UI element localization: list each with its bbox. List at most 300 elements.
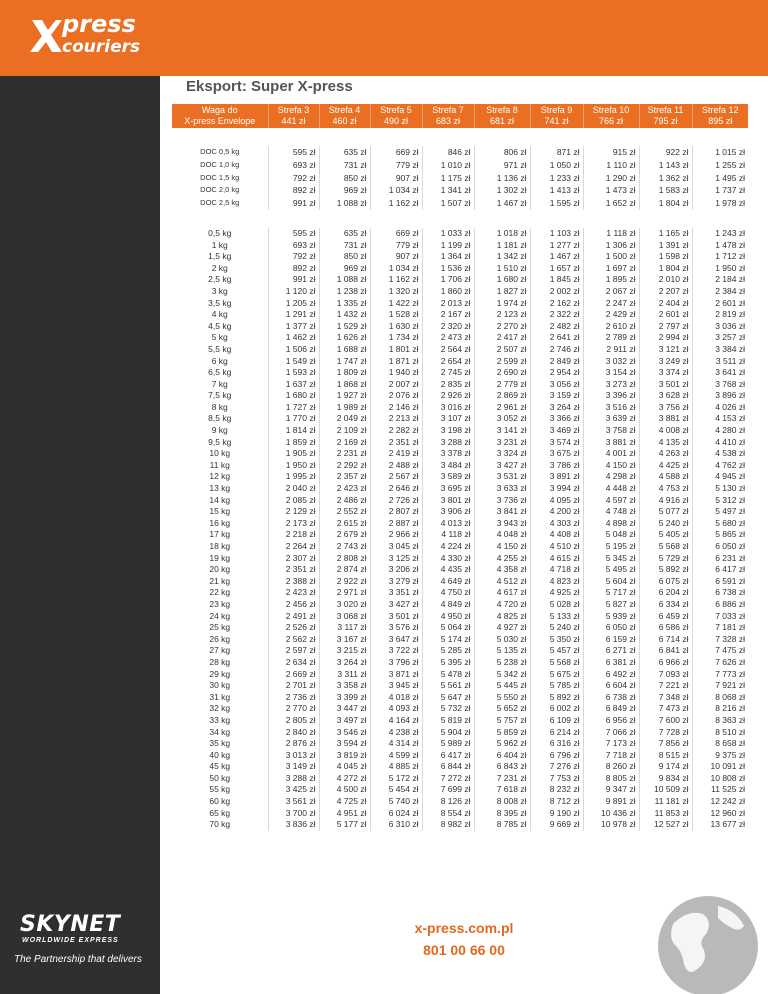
price-cell: 3 501 zł: [639, 379, 692, 391]
price-cell: 2 292 zł: [319, 460, 370, 472]
price-cell: 2 429 zł: [583, 309, 639, 321]
price-cell: 1 528 zł: [370, 309, 422, 321]
weight-cell: 8 kg: [172, 402, 268, 414]
price-cell: 1 391 zł: [639, 240, 692, 252]
tagline: The Partnership that delivers: [14, 954, 142, 965]
price-cell: 1 467 zł: [530, 251, 583, 263]
price-cell: 2 849 zł: [530, 356, 583, 368]
price-cell: 4 435 zł: [422, 564, 474, 576]
price-cell: 1 995 zł: [268, 471, 319, 483]
price-cell: 3 796 zł: [370, 657, 422, 669]
weight-cell: DOC 0,5 kg: [172, 146, 268, 159]
weight-cell: 24 kg: [172, 611, 268, 623]
price-cell: 1 233 zł: [530, 172, 583, 185]
price-cell: 9 891 zł: [583, 796, 639, 808]
price-cell: 10 808 zł: [710, 772, 745, 783]
weight-cell: 4,5 kg: [172, 321, 268, 333]
price-cell: 2 456 zł: [268, 599, 319, 611]
price-cell: 2 404 zł: [639, 298, 692, 310]
price-cell: 4 095 zł: [530, 495, 583, 507]
price-cell: 4 164 zł: [370, 715, 422, 727]
price-cell: 7 066 zł: [583, 727, 639, 739]
price-cell: 850 zł: [319, 172, 370, 185]
price-cell: 1 727 zł: [268, 402, 319, 414]
table-row: [172, 240, 748, 252]
price-cell: 1 243 zł: [715, 227, 745, 238]
price-cell: 595 zł: [268, 228, 319, 240]
weight-cell: DOC 2,5 kg: [172, 197, 268, 210]
table-row: [172, 645, 748, 657]
weight-cell: 10 kg: [172, 448, 268, 460]
price-cell: 2 247 zł: [583, 298, 639, 310]
price-cell: 2 726 zł: [370, 495, 422, 507]
price-cell: 4 448 zł: [583, 483, 639, 495]
price-cell: 9 190 zł: [530, 808, 583, 820]
zone-name: Strefa 10: [592, 105, 630, 115]
price-cell: 2 679 zł: [319, 529, 370, 541]
price-cell: 2 835 zł: [422, 379, 474, 391]
price-cell: 5 675 zł: [530, 669, 583, 681]
price-cell: 2 971 zł: [319, 587, 370, 599]
price-cell: 1 630 zł: [370, 321, 422, 333]
weight-cell: 18 kg: [172, 541, 268, 553]
weight-cell: 11 kg: [172, 460, 268, 472]
price-cell: 5 133 zł: [530, 611, 583, 623]
price-cell: 1 860 zł: [422, 286, 474, 298]
price-cell: 2 123 zł: [474, 309, 530, 321]
header-zone-6: [530, 104, 583, 128]
zone-envelope-price: 490 zł: [383, 116, 409, 126]
price-cell: 4 093 zł: [370, 703, 422, 715]
table-row: [172, 274, 748, 286]
price-cell: 6 841 zł: [639, 645, 692, 657]
price-cell: 2 010 zł: [639, 274, 692, 286]
spacer-cell: [583, 128, 639, 146]
spacer-cell: [268, 128, 319, 146]
price-cell: 6 886 zł: [715, 598, 745, 609]
zone-envelope-price: 795 zł: [653, 116, 678, 126]
price-cell: 5 561 zł: [422, 680, 474, 692]
table-row: [172, 425, 748, 437]
header-zone-5: [474, 104, 530, 128]
weight-cell: 8,5 kg: [172, 413, 268, 425]
price-cell: 1 871 zł: [370, 356, 422, 368]
price-cell: 3 896 zł: [715, 390, 745, 401]
price-cell: 669 zł: [370, 146, 422, 159]
price-cell: 6 214 zł: [530, 727, 583, 739]
price-cell: 12 527 zł: [639, 819, 692, 831]
price-cell: 3 841 zł: [474, 506, 530, 518]
price-cell: 1 181 zł: [474, 240, 530, 252]
price-cell: 969 zł: [319, 263, 370, 275]
price-cell: 3 016 zł: [422, 402, 474, 414]
zone-envelope-price: 681 zł: [489, 116, 515, 126]
price-cell: 1 510 zł: [474, 263, 530, 275]
price-cell: 3 881 zł: [583, 437, 639, 449]
price-cell: 4 150 zł: [583, 460, 639, 472]
table-row: [172, 703, 748, 715]
header-zone-4: [422, 104, 474, 128]
table-row: [172, 332, 748, 344]
spacer-cell: [530, 128, 583, 146]
price-cell: 7 181 zł: [715, 622, 745, 633]
price-cell: 6 159 zł: [583, 634, 639, 646]
price-cell: 806 zł: [474, 146, 530, 159]
price-cell: 1 432 zł: [319, 309, 370, 321]
price-cell: 6 843 zł: [474, 761, 530, 773]
weight-cell: 65 kg: [172, 808, 268, 820]
spacer-cell: [474, 128, 530, 146]
price-cell: 7 773 zł: [715, 668, 745, 679]
weight-cell: 4 kg: [172, 309, 268, 321]
price-cell: 2 213 zł: [370, 413, 422, 425]
price-cell: 12 960 zł: [710, 807, 745, 818]
price-cell: 7 348 zł: [639, 692, 692, 704]
price-cell: 8 805 zł: [583, 773, 639, 785]
weight-cell: DOC 1,5 kg: [172, 172, 268, 185]
price-cell: 5 285 zł: [422, 645, 474, 657]
price-cell: 10 509 zł: [639, 784, 692, 796]
table-row: [172, 159, 748, 172]
table-row: [172, 146, 748, 159]
price-cell: 5 652 zł: [474, 703, 530, 715]
price-cell: 3 288 zł: [422, 437, 474, 449]
price-cell: 4 898 zł: [583, 518, 639, 530]
price-cell: 4 945 zł: [715, 471, 745, 482]
weight-cell: 0,5 kg: [172, 228, 268, 240]
price-cell: 1 162 zł: [370, 274, 422, 286]
table-row: [172, 611, 748, 623]
price-cell: 3 891 zł: [530, 471, 583, 483]
price-cell: 6 271 zł: [583, 645, 639, 657]
price-cell: 6 966 zł: [639, 657, 692, 669]
price-cell: 1 895 zł: [583, 274, 639, 286]
price-cell: 7 921 zł: [715, 680, 745, 691]
price-cell: 4 048 zł: [474, 529, 530, 541]
price-cell: 3 257 zł: [715, 332, 745, 343]
price-cell: 5 240 zł: [639, 518, 692, 530]
price-cell: 4 748 zł: [583, 506, 639, 518]
weight-cell: 16 kg: [172, 518, 268, 530]
price-cell: 2 184 zł: [715, 274, 745, 285]
price-cell: 3 819 zł: [319, 750, 370, 762]
price-cell: 5 757 zł: [474, 715, 530, 727]
price-cell: 11 525 zł: [711, 784, 745, 795]
price-cell: 2 797 zł: [639, 321, 692, 333]
price-cell: 2 307 zł: [268, 553, 319, 565]
price-cell: 7 033 zł: [715, 610, 745, 621]
price-cell: 4 238 zł: [370, 727, 422, 739]
price-cell: 6 586 zł: [639, 622, 692, 634]
price-cell: 4 135 zł: [639, 437, 692, 449]
price-cell: 4 927 zł: [474, 622, 530, 634]
zone-name: Strefa 7: [432, 105, 464, 115]
price-cell: 5 904 zł: [422, 727, 474, 739]
xpress-logo-icon: [28, 16, 64, 56]
price-cell: 6 381 zł: [583, 657, 639, 669]
price-cell: 3 700 zł: [268, 808, 319, 820]
price-cell: 3 311 zł: [319, 669, 370, 681]
price-cell: 7 600 zł: [639, 715, 692, 727]
price-cell: 6 591 zł: [715, 575, 745, 586]
price-cell: 1 737 zł: [715, 185, 745, 196]
price-cell: 1 320 zł: [370, 286, 422, 298]
zone-name: Strefa 8: [486, 105, 518, 115]
table-row: [172, 228, 748, 240]
table-row: [172, 750, 748, 762]
price-cell: 8 363 zł: [715, 714, 745, 725]
price-cell: 1 697 zł: [583, 263, 639, 275]
price-cell: 4 825 zł: [474, 611, 530, 623]
price-cell: 2 922 zł: [319, 576, 370, 588]
price-cell: 4 118 zł: [422, 529, 474, 541]
price-cell: 1 652 zł: [583, 197, 639, 210]
weight-cell: 5 kg: [172, 332, 268, 344]
weight-cell: 33 kg: [172, 715, 268, 727]
zone-name: Strefa 4: [328, 105, 361, 115]
table-row: [172, 784, 748, 796]
price-cell: 3 374 zł: [639, 367, 692, 379]
price-cell: 1 088 zł: [319, 197, 370, 210]
header-zone-2: [319, 104, 370, 128]
price-cell: 4 617 zł: [474, 587, 530, 599]
price-cell: 792 zł: [268, 172, 319, 185]
price-cell: 4 001 zł: [583, 448, 639, 460]
price-cell: 2 067 zł: [583, 286, 639, 298]
price-cell: 7 473 zł: [639, 703, 692, 715]
price-cell: 5 892 zł: [639, 564, 692, 576]
price-cell: 1 033 zł: [422, 228, 474, 240]
price-cell: 5 064 zł: [422, 622, 474, 634]
price-cell: 2 961 zł: [474, 402, 530, 414]
price-cell: 2 746 zł: [530, 344, 583, 356]
price-cell: 5 238 zł: [474, 657, 530, 669]
price-cell: 1 637 zł: [268, 379, 319, 391]
price-cell: 2 840 zł: [268, 727, 319, 739]
price-cell: 1 712 zł: [715, 251, 745, 262]
price-cell: 2 351 zł: [370, 437, 422, 449]
skynet-logo: SKYNET: [20, 912, 121, 937]
price-cell: 2 526 zł: [268, 622, 319, 634]
price-cell: 1 747 zł: [319, 356, 370, 368]
price-cell: 5 647 zł: [422, 692, 474, 704]
price-cell: 2 562 zł: [268, 634, 319, 646]
price-cell: 5 717 zł: [583, 587, 639, 599]
weight-cell: 40 kg: [172, 750, 268, 762]
price-cell: 3 121 zł: [639, 344, 692, 356]
price-cell: 6 844 zł: [422, 761, 474, 773]
price-cell: 1 118 zł: [583, 228, 639, 240]
price-cell: 3 574 zł: [530, 437, 583, 449]
table-row: [172, 402, 748, 414]
price-cell: 4 150 zł: [474, 541, 530, 553]
price-cell: 11 181 zł: [639, 796, 692, 808]
price-cell: 2 207 zł: [639, 286, 692, 298]
price-cell: 5 819 zł: [422, 715, 474, 727]
price-cell: 1 801 zł: [370, 344, 422, 356]
price-cell: 5 550 zł: [474, 692, 530, 704]
price-cell: 3 943 zł: [474, 518, 530, 530]
contact-url-link[interactable]: x-press.com.pl: [414, 920, 514, 936]
weight-cell: 6 kg: [172, 356, 268, 368]
price-cell: 8 068 zł: [715, 691, 745, 702]
weight-cell: 3 kg: [172, 286, 268, 298]
price-cell: 5 195 zł: [583, 541, 639, 553]
price-cell: 6 310 zł: [370, 819, 422, 831]
price-cell: 5 405 zł: [639, 529, 692, 541]
price-cell: 1 688 zł: [319, 344, 370, 356]
price-cell: 693 zł: [268, 240, 319, 252]
zone-name: Strefa 3: [277, 105, 310, 115]
spacer-cell: [639, 210, 692, 228]
price-cell: 850 zł: [319, 251, 370, 263]
zone-envelope-price: 460 zł: [332, 116, 357, 126]
price-cell: 1 377 zł: [268, 321, 319, 333]
price-cell: 2 808 zł: [319, 553, 370, 565]
price-cell: 4 849 zł: [422, 599, 474, 611]
price-cell: 9 174 zł: [639, 761, 692, 773]
weight-cell: 1 kg: [172, 240, 268, 252]
price-cell: 3 056 zł: [530, 379, 583, 391]
header-zone-8: [639, 104, 692, 128]
price-cell: 5 962 zł: [474, 738, 530, 750]
weight-cell: 31 kg: [172, 692, 268, 704]
price-cell: 5 892 zł: [530, 692, 583, 704]
price-cell: 5 865 zł: [715, 529, 745, 540]
price-cell: 2 423 zł: [319, 483, 370, 495]
price-cell: 3 675 zł: [530, 448, 583, 460]
price-cell: 792 zł: [268, 251, 319, 263]
price-cell: 8 216 zł: [715, 703, 745, 714]
weight-cell: 2 kg: [172, 263, 268, 275]
table-row: [172, 808, 748, 820]
price-cell: 2 819 zł: [715, 309, 745, 320]
price-cell: 5 478 zł: [422, 669, 474, 681]
table-row: [172, 541, 748, 553]
price-cell: 3 633 zł: [474, 483, 530, 495]
price-cell: 5 568 zł: [530, 657, 583, 669]
price-cell: 7 272 zł: [422, 773, 474, 785]
table-row: [172, 657, 748, 669]
price-cell: 7 618 zł: [474, 784, 530, 796]
price-cell: 2 007 zł: [370, 379, 422, 391]
price-cell: 3 836 zł: [268, 819, 319, 831]
price-cell: 7 856 zł: [639, 738, 692, 750]
table-row: [172, 680, 748, 692]
price-cell: 6 075 zł: [639, 576, 692, 588]
weight-cell: 22 kg: [172, 587, 268, 599]
price-cell: 1 010 zł: [422, 159, 474, 172]
weight-cell: 15 kg: [172, 506, 268, 518]
table-row: [172, 738, 748, 750]
price-cell: 11 853 zł: [639, 808, 692, 820]
price-cell: 5 077 zł: [639, 506, 692, 518]
table-row: [172, 321, 748, 333]
price-cell: 2 669 zł: [268, 669, 319, 681]
price-cell: 2 173 zł: [268, 518, 319, 530]
price-cell: 4 013 zł: [422, 518, 474, 530]
price-cell: 2 049 zł: [319, 413, 370, 425]
price-cell: 6 738 zł: [715, 587, 745, 598]
spacer-cell: [692, 128, 748, 146]
table-row: [172, 564, 748, 576]
price-cell: 1 598 zł: [639, 251, 692, 263]
logo-press-text: press: [62, 10, 136, 38]
price-cell: 846 zł: [422, 146, 474, 159]
price-cell: 731 zł: [319, 159, 370, 172]
weight-cell: 55 kg: [172, 784, 268, 796]
price-cell: 1 978 zł: [715, 198, 745, 209]
price-cell: 2 789 zł: [583, 332, 639, 344]
weight-cell: 23 kg: [172, 599, 268, 611]
price-cell: 2 507 zł: [474, 344, 530, 356]
price-cell: 3 425 zł: [268, 784, 319, 796]
price-cell: 3 786 zł: [530, 460, 583, 472]
price-cell: 1 804 zł: [639, 197, 692, 210]
table-row: [172, 495, 748, 507]
price-cell: 1 341 zł: [422, 184, 474, 197]
price-cell: 2 486 zł: [319, 495, 370, 507]
price-cell: 3 384 zł: [715, 343, 745, 354]
price-cell: 3 249 zł: [639, 356, 692, 368]
price-cell: 4 916 zł: [639, 495, 692, 507]
price-cell: 1 050 zł: [530, 159, 583, 172]
price-cell: 4 410 zł: [715, 436, 745, 447]
price-cell: 779 zł: [370, 159, 422, 172]
price-cell: 6 316 zł: [530, 738, 583, 750]
price-cell: 1 110 zł: [583, 159, 639, 172]
price-cell: 8 260 zł: [583, 761, 639, 773]
table-row: [172, 576, 748, 588]
table-row: [172, 390, 748, 402]
price-cell: 5 568 zł: [639, 541, 692, 553]
zone-name: Strefa 11: [647, 105, 684, 115]
price-cell: 2 162 zł: [530, 298, 583, 310]
weight-cell: 7,5 kg: [172, 390, 268, 402]
price-cell: 2 954 zł: [530, 367, 583, 379]
price-cell: 3 107 zł: [422, 413, 474, 425]
price-cell: 2 597 zł: [268, 645, 319, 657]
price-cell: 1 626 zł: [319, 332, 370, 344]
price-cell: 6 050 zł: [583, 622, 639, 634]
table-row: [172, 367, 748, 379]
price-cell: 4 720 zł: [474, 599, 530, 611]
price-cell: 4 026 zł: [715, 401, 745, 412]
price-cell: 1 549 zł: [268, 356, 319, 368]
table-row: [172, 413, 748, 425]
price-cell: 1 306 zł: [583, 240, 639, 252]
table-row: [172, 599, 748, 611]
price-cell: 892 zł: [268, 184, 319, 197]
spacer-cell: [583, 210, 639, 228]
price-cell: 3 273 zł: [583, 379, 639, 391]
price-cell: 3 994 zł: [530, 483, 583, 495]
price-cell: 1 467 zł: [474, 197, 530, 210]
price-cell: 9 669 zł: [530, 819, 583, 831]
price-cell: 10 978 zł: [583, 819, 639, 831]
price-cell: 1 507 zł: [422, 197, 474, 210]
table-body: [172, 128, 748, 831]
price-cell: 4 951 zł: [319, 808, 370, 820]
price-cell: 2 419 zł: [370, 448, 422, 460]
price-cell: 1 536 zł: [422, 263, 474, 275]
price-cell: 4 224 zł: [422, 541, 474, 553]
weight-cell: 50 kg: [172, 773, 268, 785]
price-cell: 2 805 zł: [268, 715, 319, 727]
header-zone-3: [370, 104, 422, 128]
table-row: [172, 587, 748, 599]
price-cell: 2 654 zł: [422, 356, 474, 368]
